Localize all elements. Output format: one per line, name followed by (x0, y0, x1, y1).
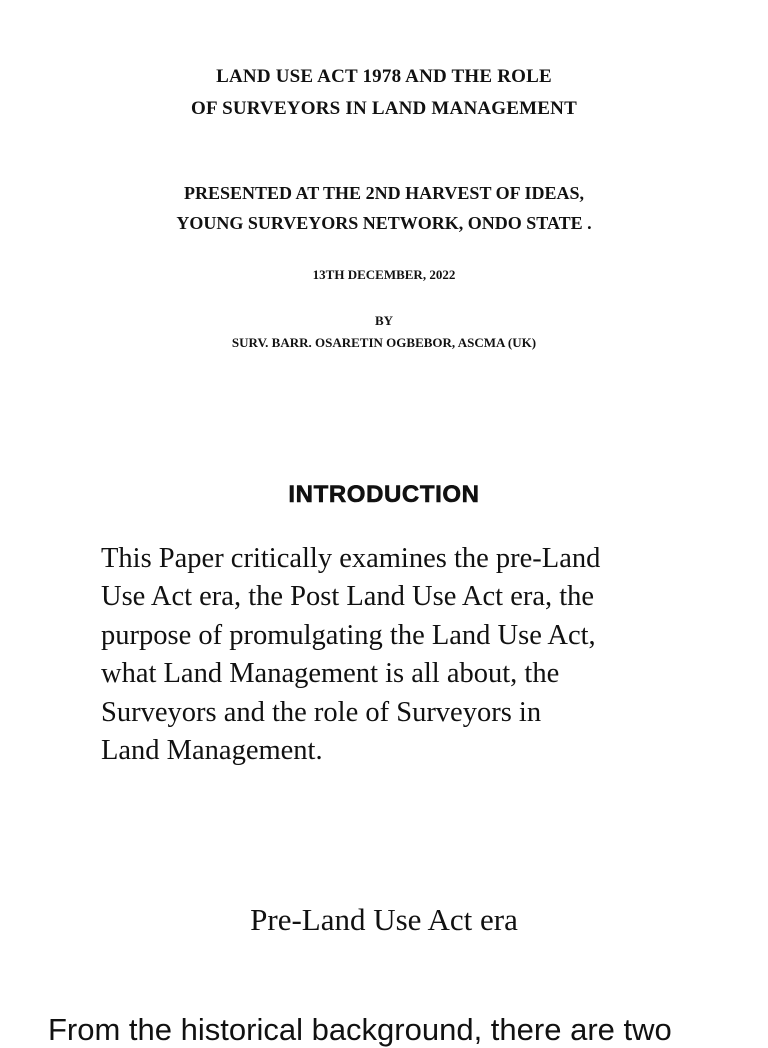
presented-line-1: PRESENTED AT THE 2ND HARVEST OF IDEAS, (184, 183, 584, 203)
introduction-line-6: Land Management. (101, 735, 323, 766)
introduction-heading: INTRODUCTION (288, 481, 480, 508)
presented-line-2: YOUNG SURVEYORS NETWORK, ONDO STATE . (176, 213, 592, 233)
cut-off-text-line: From the historical background, there are two (48, 1012, 672, 1047)
document-title-line-2: OF SURVEYORS IN LAND MANAGEMENT (191, 98, 577, 119)
introduction-line-4: what Land Management is all about, the (101, 658, 560, 689)
introduction-line-3: purpose of promulgating the Land Use Act, (101, 620, 596, 651)
author-name: SURV. BARR. OSARETIN OGBEBOR, ASCMA (UK) (231, 335, 537, 350)
pre-land-use-act-heading: Pre-Land Use Act era (250, 902, 518, 937)
by-label: BY (374, 313, 394, 328)
presentation-date: 13TH DECEMBER, 2022 (312, 267, 456, 282)
introduction-line-2: Use Act era, the Post Land Use Act era, the (101, 581, 595, 612)
document-title-line-1: LAND USE ACT 1978 AND THE ROLE (216, 66, 552, 87)
introduction-line-1: This Paper critically examines the pre-Land (101, 543, 601, 574)
introduction-line-5: Surveyors and the role of Surveyors in (101, 697, 542, 728)
